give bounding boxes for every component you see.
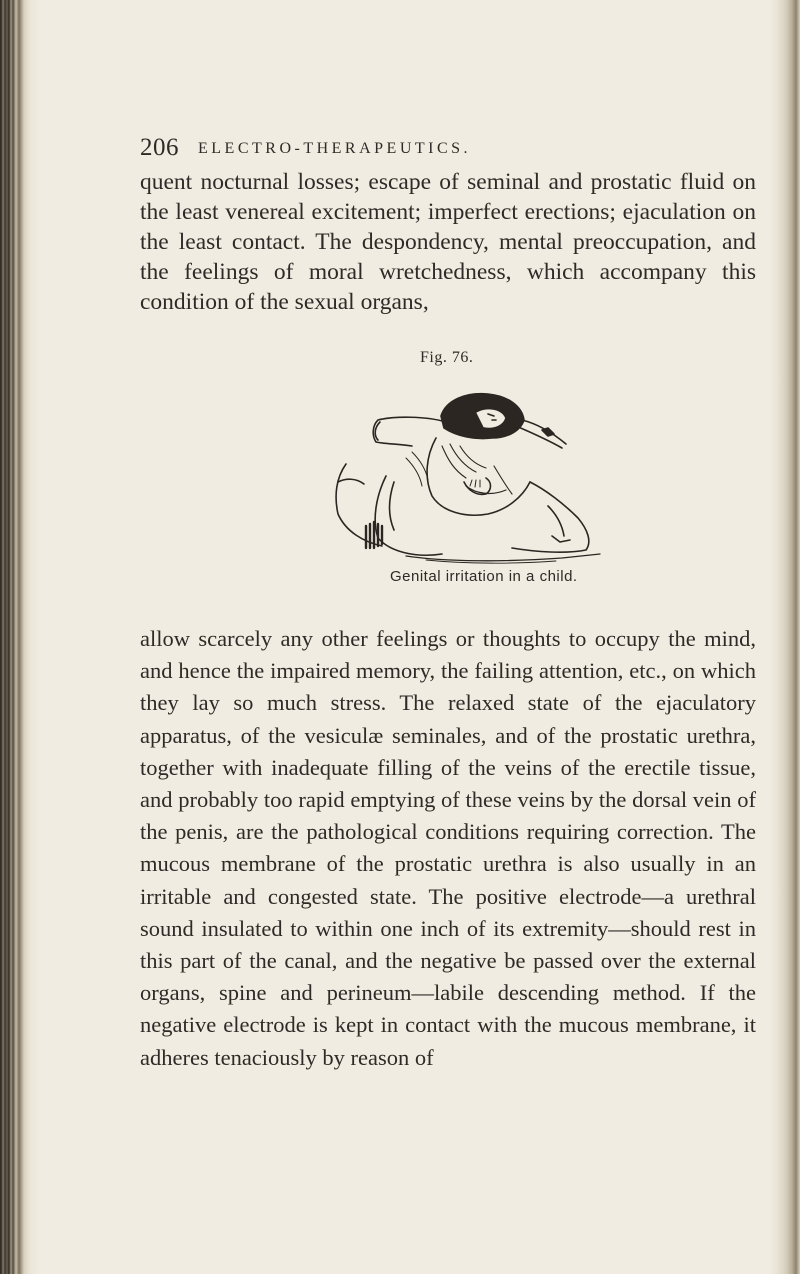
figure-label: Fig. 76. [420, 349, 474, 366]
scan-gutter-left [0, 0, 40, 1274]
page-header [140, 134, 740, 168]
figure-arm-left [373, 417, 446, 446]
figure-foot [366, 522, 382, 548]
page-number: 206 [140, 134, 179, 161]
figure-illustration [316, 386, 606, 572]
running-title: ELECTRO-THERAPEUTICS. [198, 140, 472, 157]
paragraph-2: allow scarcely any other feelings or thoughts to occupy the mind, and hence the impaired memory, the failing attention, etc., on which they lay so much stress. The relaxed state of the ejaculatory apparatus, of the vesiculæ seminales, and of the prostatic urethra, together with inadequate filling of the veins of the erectile tissue, and probably too rapid emptying of these veins by the dorsal vein of the penis, are the pathological conditions requiring correction. The mucous membrane of the prostatic urethra is also usually in an irritable and congested state. The positive electrode—a urethral sound insulated to within one inch of its extremity—should rest in this part of the canal, and the negative be passed over the external organs, spine and perineum—labile descending method. If the negative electrode is kept in contact with the mucous membrane, it adheres tenaciously by reason of [140, 626, 756, 1070]
figure-arm-right [516, 420, 566, 448]
figure-caption: Genital irritation in a child. [390, 568, 578, 585]
figure-leg-left [375, 476, 442, 555]
paragraph-1: quent nocturnal losses; escape of seminal and prostatic fluid on the least venereal excitement; imperfect erections; ejaculation on the least contact. The despondency, mental preoccupation, and the feelings of moral wretchedness, which accompany this condition of the sexual organs, [140, 169, 756, 315]
scan-edge-right [770, 0, 800, 1274]
figure-torso [427, 438, 530, 515]
